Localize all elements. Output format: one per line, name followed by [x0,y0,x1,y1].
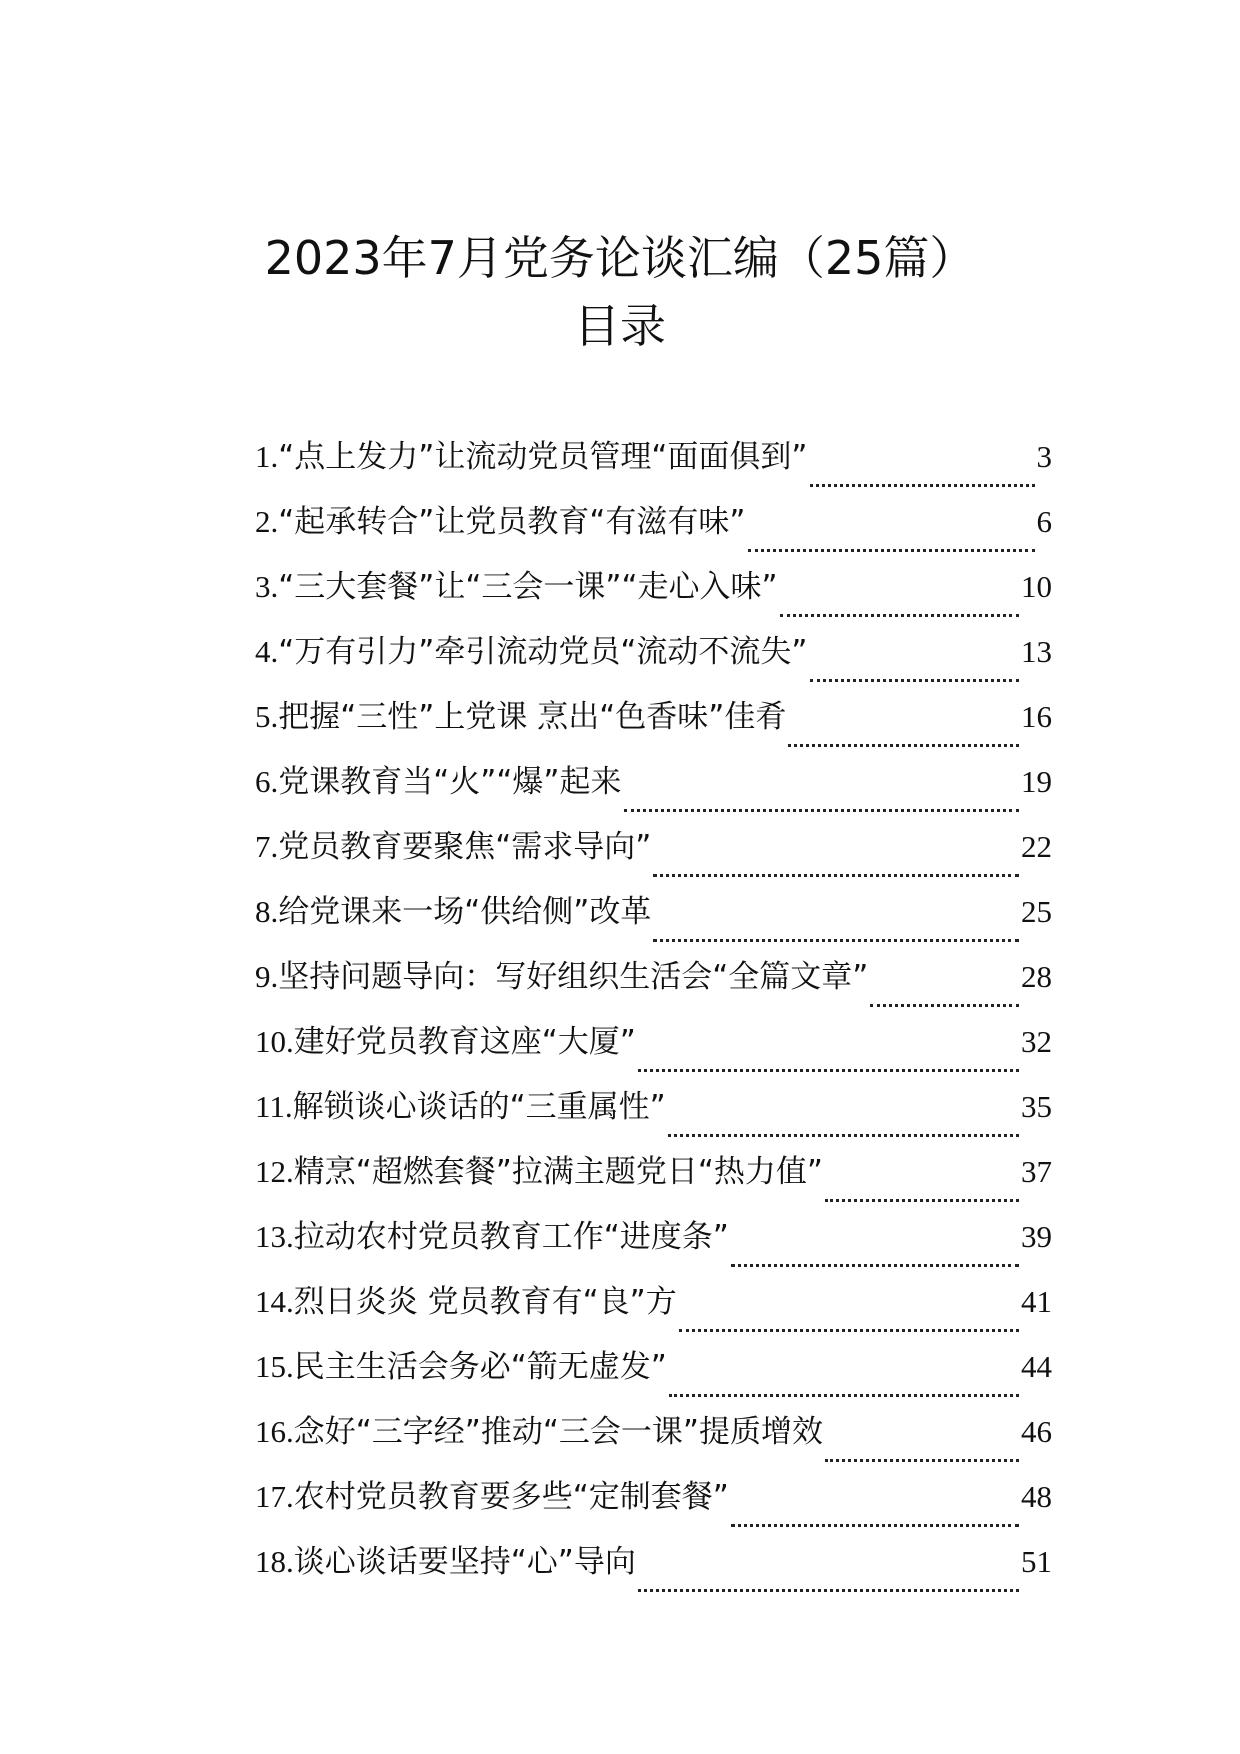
toc-entry-title: 坚持问题导向：写好组织生活会“全篇文章” [278,959,869,995]
toc-leader-dots [825,1182,1019,1212]
toc-entry-title: 解锁谈心谈话的“三重属性” [292,1089,666,1125]
toc-leader-dots [679,1312,1019,1342]
toc-leader-dots [624,792,1020,822]
toc-entry-number: 6. [255,764,279,799]
toc-entry-title: 建好党员教育这座“大厦” [293,1024,636,1060]
toc-entry[interactable] [255,822,1052,887]
toc-entry-number: 17. [255,1479,294,1514]
toc-entry-page: 6 [1036,504,1052,539]
toc-entry-number: 13. [255,1219,294,1254]
toc-entry-page: 44 [1021,1349,1052,1384]
toc-entry-title: 烈日炎炎 党员教育有“良”方 [293,1284,677,1320]
toc-entry-number: 10. [255,1024,294,1059]
toc-entry[interactable] [255,1342,1052,1407]
toc-entry[interactable] [255,432,1052,497]
toc-entry-number: 5. [255,699,279,734]
toc-leader-dots [788,727,1019,757]
toc-entry-title: 民主生活会务必“箭无虚发” [293,1349,667,1385]
toc-entry[interactable] [255,1407,1052,1472]
toc-entry-number: 2. [255,504,279,539]
toc-entry[interactable] [255,887,1052,952]
toc-entry-title: “点上发力”让流动党员管理“面面俱到” [278,439,808,475]
toc-entry-page: 41 [1021,1284,1052,1319]
toc-entry-number: 11. [255,1089,293,1124]
toc-entry-page: 32 [1021,1024,1052,1059]
toc-leader-dots [653,857,1019,887]
toc-entry[interactable] [255,627,1052,692]
toc-entry[interactable] [255,1017,1052,1082]
toc-entry-page: 51 [1021,1544,1052,1579]
toc-entry[interactable] [255,952,1052,1017]
toc-entry-page: 28 [1021,959,1052,994]
toc-entry[interactable] [255,562,1052,627]
toc-entry-number: 16. [255,1414,294,1449]
toc-entry-page: 22 [1021,829,1052,864]
toc-leader-dots [810,662,1020,692]
toc-entry-page: 25 [1021,894,1052,929]
toc-entry-title: 精烹“超燃套餐”拉满主题党日“热力值” [293,1154,823,1190]
toc-entry-page: 46 [1021,1414,1052,1449]
toc-entry-page: 39 [1021,1219,1052,1254]
toc-leader-dots [638,1052,1019,1082]
toc-leader-dots [731,1507,1019,1537]
toc-entry-title: “三大套餐”让“三会一课”“走心入味” [278,569,778,605]
toc-entry-number: 18. [255,1544,294,1579]
toc-entry-number: 8. [255,894,279,929]
toc-entry-number: 4. [255,634,279,669]
toc-entry-title: “万有引力”牵引流动党员“流动不流失” [278,634,808,670]
toc-entry-number: 7. [255,829,279,864]
toc-entry-title: 念好“三字经”推动“三会一课”提质增效 [293,1414,823,1450]
toc-entry[interactable] [255,1537,1052,1602]
toc-entry-page: 35 [1021,1089,1052,1124]
toc-entry-page: 37 [1021,1154,1052,1189]
toc-entry-title: 党课教育当“火”“爆”起来 [278,764,622,800]
toc-entry-page: 10 [1021,569,1052,604]
toc-entry-number: 1. [255,439,279,474]
toc-entry-number: 12. [255,1154,294,1189]
toc-leader-dots [748,532,1035,562]
toc-entry[interactable] [255,1212,1052,1277]
toc-leader-dots [668,1117,1019,1147]
toc-entry-title: 给党课来一场“供给侧”改革 [278,894,652,930]
toc-leader-dots [870,987,1019,1017]
document-title: 2023年7月党务论谈汇编（25篇） [264,231,976,285]
toc-entry-number: 14. [255,1284,294,1319]
toc-entry-title: “起承转合”让党员教育“有滋有味” [278,504,746,540]
toc-entry-number: 3. [255,569,279,604]
toc-entry-page: 3 [1036,439,1052,474]
toc-entry[interactable] [255,1472,1052,1537]
toc-entry-title: 谈心谈话要坚持“心”导向 [293,1544,636,1580]
toc-entry-number: 9. [255,959,279,994]
toc-entry-page: 16 [1021,699,1052,734]
toc-leader-dots [653,922,1019,952]
toc-leader-dots [780,597,1019,627]
table-of-contents [255,432,1052,1602]
toc-entry-number: 15. [255,1349,294,1384]
toc-entry[interactable] [255,497,1052,562]
toc-entry[interactable] [255,757,1052,822]
toc-entry-title: 党员教育要聚焦“需求导向” [278,829,652,865]
toc-leader-dots [810,467,1035,497]
toc-entry-title: 把握“三性”上党课 烹出“色香味”佳肴 [278,699,787,735]
toc-entry-page: 48 [1021,1479,1052,1514]
toc-entry[interactable] [255,1277,1052,1342]
toc-leader-dots [638,1572,1019,1602]
toc-entry-page: 13 [1021,634,1052,669]
toc-entry-title: 农村党员教育要多些“定制套餐” [293,1479,729,1515]
toc-entry[interactable] [255,692,1052,757]
toc-heading: 目录 [574,299,666,353]
toc-entry[interactable] [255,1082,1052,1147]
toc-entry-title: 拉动农村党员教育工作“进度条” [293,1219,729,1255]
toc-leader-dots [669,1377,1019,1407]
toc-leader-dots [825,1442,1019,1472]
toc-entry[interactable] [255,1147,1052,1212]
toc-entry-page: 19 [1021,764,1052,799]
toc-leader-dots [731,1247,1019,1277]
